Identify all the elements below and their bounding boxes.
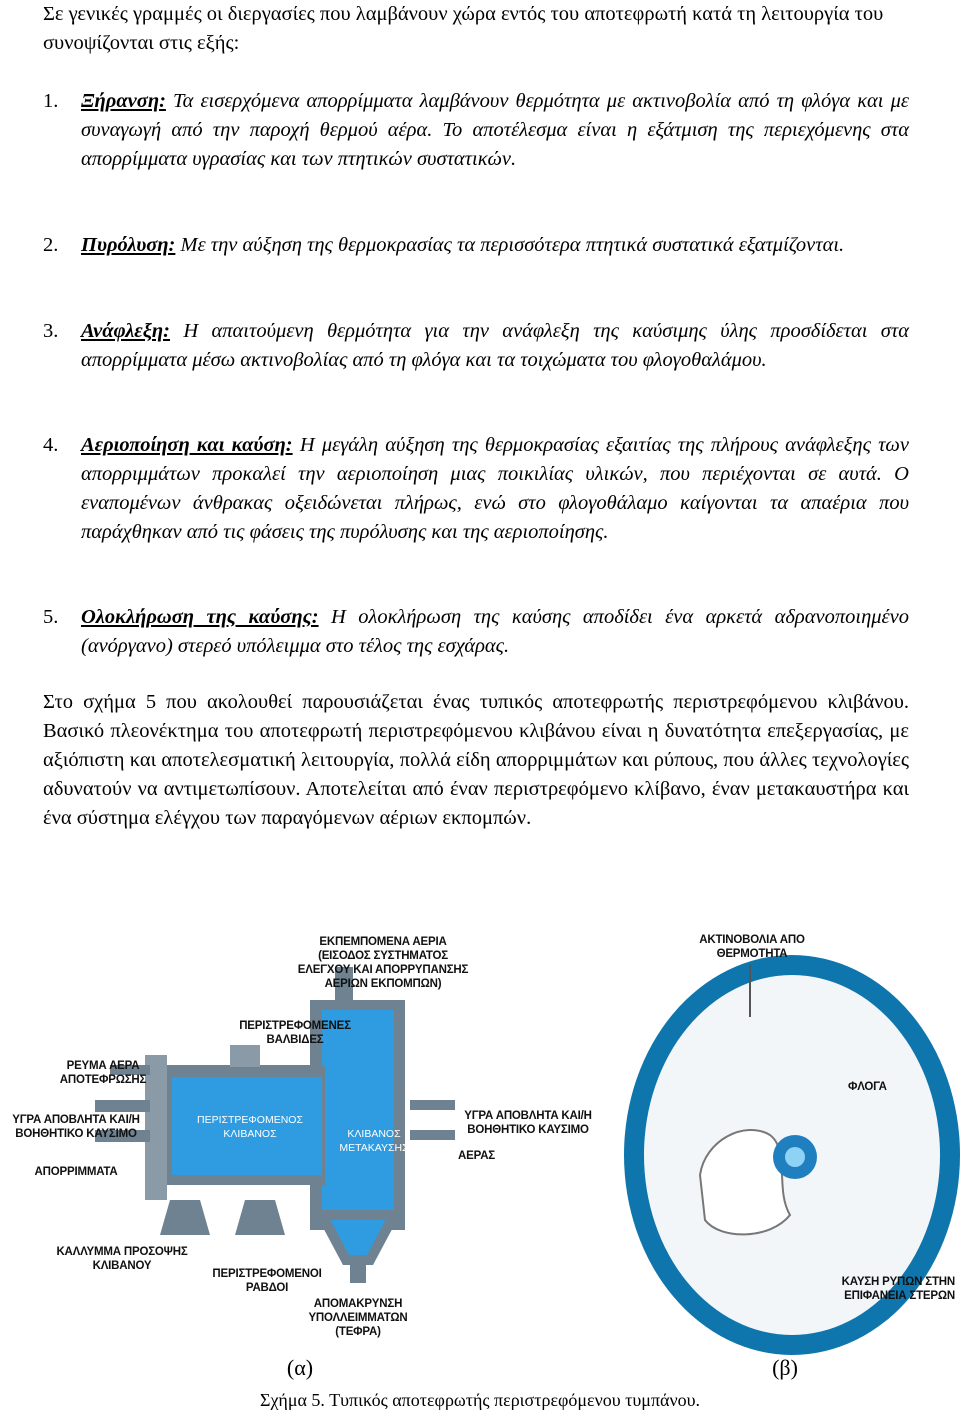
afterburner-cone [322, 1215, 394, 1260]
diagram-a-tag: (α) [286, 1355, 314, 1380]
liquid-left-label-2: ΒΟΗΘΗΤΙΚΟ ΚΑΥΣΙΜΟ [15, 1128, 137, 1140]
list-item-text: Τα εισερχόμενα απορρίμματα λαμβάνουν θερμότητα με ακτινοβολία από τη φλόγα και με συναγωγή από την παροχή θερμού αέρα. Το αποτέλεσμα είναι η εξάτμιση της περιεχόμενης στα απορρίμματα υγρασίας και των πτητικών συστατικών. [81, 90, 909, 170]
waste-label: ΑΠΟΡΡΙΜΜΑΤΑ [34, 1166, 118, 1178]
ash-outlet [350, 1255, 366, 1283]
feed-pipe-right [410, 1100, 455, 1110]
emissions-label-3: ΕΛΕΓΧΟΥ ΚΑΙ ΑΠΟΡΡΥΠΑΝΣΗΣ [297, 964, 469, 976]
emissions-label-1: ΕΚΠΕΜΠΟΜΕΝΑ ΑΕΡΙΑ [319, 936, 447, 948]
liquid-right-label-1: ΥΓΡΑ ΑΠΟΒΛΗΤΑ ΚΑΙ/Η [464, 1110, 592, 1122]
list-number: 2. [43, 234, 59, 256]
flame-core [785, 1147, 805, 1167]
cover-label-1: ΚΑΛΛΥΜΜΑ ΠΡΟΣΟΨΗΣ [56, 1246, 188, 1258]
liquid-right-label-2: ΒΟΗΘΗΤΙΚΟ ΚΑΥΣΙΜΟ [467, 1124, 589, 1136]
afterburner-label-1: ΚΛΙΒΑΝΟΣ [347, 1128, 401, 1140]
kiln-inner-label-2: ΚΛΙΒΑΝΟΣ [223, 1128, 277, 1140]
list-item-heading: Ανάφλεξη: [81, 320, 171, 342]
rotary-kiln-diagram [12, 936, 591, 1380]
radiation-label-2: ΘΕΡΜΟΤΗΤΑ [716, 948, 788, 960]
air-pipe-right [410, 1130, 455, 1140]
intro-paragraph: Σε γενικές γραμμές οι διεργασίες που λαμβάνουν χώρα εντός του αποτεφρωτή κατά τη λειτουργία του συνοψίζονται στις εξής: [43, 3, 884, 54]
list-item-heading: Πυρόλυση: [81, 234, 176, 256]
liquid-left-label-1: ΥΓΡΑ ΑΠΟΒΛΗΤΑ ΚΑΙ/Η [12, 1114, 140, 1126]
afterburner-chamber [322, 1010, 394, 1215]
list-number: 4. [43, 434, 59, 456]
ash-air-label-2: ΑΠΟΤΕΦΡΩΣΗΣ [59, 1074, 147, 1086]
rotating-rod-right [235, 1200, 285, 1235]
emissions-label-2: (ΕΙΣΟΔΟΣ ΣΥΣΤΗΜΑΤΟΣ [318, 950, 448, 962]
list-item-heading: Αεριοποίηση και καύση: [81, 434, 293, 456]
list-item-heading: Ξήρανση: [81, 90, 166, 112]
figure-caption: Σχήμα 5. Τυπικός αποτεφρωτής περιστρεφόμενου τυμπάνου. [259, 1390, 701, 1410]
soot-label-1: ΚΑΥΣΗ ΡΥΠΩΝ ΣΤΗΝ [841, 1276, 955, 1288]
list-number: 3. [43, 320, 59, 342]
air-label: ΑΕΡΑΣ [458, 1150, 495, 1162]
kiln-chamber [172, 1077, 322, 1175]
figure-intro-paragraph: Στο σχήμα 5 που ακολουθεί παρουσιάζεται ένας τυπικός αποτεφρωτής περιστρεφόμενου κλιβάνου. Βασικό πλεονέκτημα του αποτεφρωτή περιστρεφόμενου κλιβάνου είναι η δυνατότητα επεξεργασίας, με αξιόπιστη και αποτελεσματική λειτουργία, πολλά είδη απορριμμάτων και ρύπους, που άλλες τεχνολογίες αδυνατούν να αντιμετωπίσουν. Αποτελείται από έναν περιστρεφόμενο κλίβανο, έναν μετακαυστήρα και ένα σύστημα ελέγχου των παραγόμενων αέριων εκπομπών. [43, 691, 909, 829]
list-item-pyrolysis [43, 231, 909, 260]
kiln-cross-section-diagram [624, 934, 960, 1380]
cover-label-2: ΚΛΙΒΑΝΟΥ [92, 1260, 152, 1272]
kiln-inner-label-1: ΠΕΡΙΣΤΡΕΦΟΜΕΝΟΣ [197, 1114, 303, 1126]
valves-label-2: ΒΑΛΒΙΔΕΣ [266, 1034, 324, 1046]
rotating-rod-left [160, 1200, 210, 1235]
flame-label: ΦΛΟΓΑ [848, 1081, 887, 1093]
residue-label-2: ΥΠΟΛΛΕΙΜΜΑΤΩΝ [308, 1312, 408, 1324]
soot-label-2: ΕΠΙΦΑΝΕΙΑ ΣΤΕΡΩΝ [844, 1290, 955, 1302]
list-item-text: Με την αύξηση της θερμοκρασίας τα περισσότερα πτητικά συστατικά εξατμίζονται. [175, 234, 845, 256]
rods-label-1: ΠΕΡΙΣΤΡΕΦΟΜΕΝΟΙ [212, 1268, 322, 1280]
front-cover [145, 1055, 167, 1200]
list-item-heading: Ολοκλήρωση της καύσης: [81, 606, 319, 628]
residue-label-3: (ΤΕΦΡΑ) [335, 1326, 381, 1338]
diagram-b-tag: (β) [772, 1355, 798, 1380]
list-item-text: Η μεγάλη αύξηση της θερμοκρασίας εξαιτίας της πλήρους ανάφλεξης των απορριμμάτων προκαλεί την αεριοποίηση μιας ποικιλίας υλικών, που περιέχονται σε αυτά. Ο εναπομένων άνθρακας οξειδώνεται πλήρως, ενώ στο φλογοθάλαμο καίγονται τα απαέρια που παράχθηκαν από τις φάσεις της πυρόλυσης και της αεριοποίησης. [81, 434, 910, 543]
list-number: 1. [43, 90, 59, 112]
radiation-label-1: ΑΚΤΙΝΟΒΟΛΙΑ ΑΠΟ [699, 934, 805, 946]
emissions-label-4: ΑΕΡΙΩΝ ΕΚΠΟΜΠΩΝ) [324, 978, 442, 990]
list-item-text: Η ολοκλήρωση της καύσης αποδίδει ένα αρκετά αδρανοποιημένο (ανόργανο) στερεό υπόλειμμα στο τέλος της εσχάρας. [81, 606, 909, 657]
list-item-gasification [43, 431, 909, 547]
list-number: 5. [43, 606, 59, 628]
residue-label-1: ΑΠΟΜΑΚΡΥΝΣΗ [313, 1298, 403, 1310]
list-item-completion [43, 603, 909, 661]
ash-air-label-1: ΡΕΥΜΑ ΑΕΡΑ [66, 1060, 140, 1072]
incinerator-figure [0, 905, 960, 1390]
valves-label-1: ΠΕΡΙΣΤΡΕΦΟΜΕΝΕΣ [239, 1020, 351, 1032]
list-item-text: Η απαιτούμενη θερμότητα για την ανάφλεξη της καύσιμης ύλης προσδίδεται στα απορρίμματα μέσω ακτινοβολίας από τη φλόγα και τα τοιχώματα του φλογοθαλάμου. [81, 320, 909, 371]
afterburner-label-2: ΜΕΤΑΚΑΥΣΗΣ [339, 1142, 409, 1154]
list-item-ignition [43, 317, 909, 375]
rods-label-2: ΡΑΒΔΟΙ [245, 1282, 289, 1294]
feed-pipe-liquid [95, 1100, 150, 1112]
list-item-drying [43, 87, 909, 174]
rotating-valves [230, 1045, 260, 1067]
